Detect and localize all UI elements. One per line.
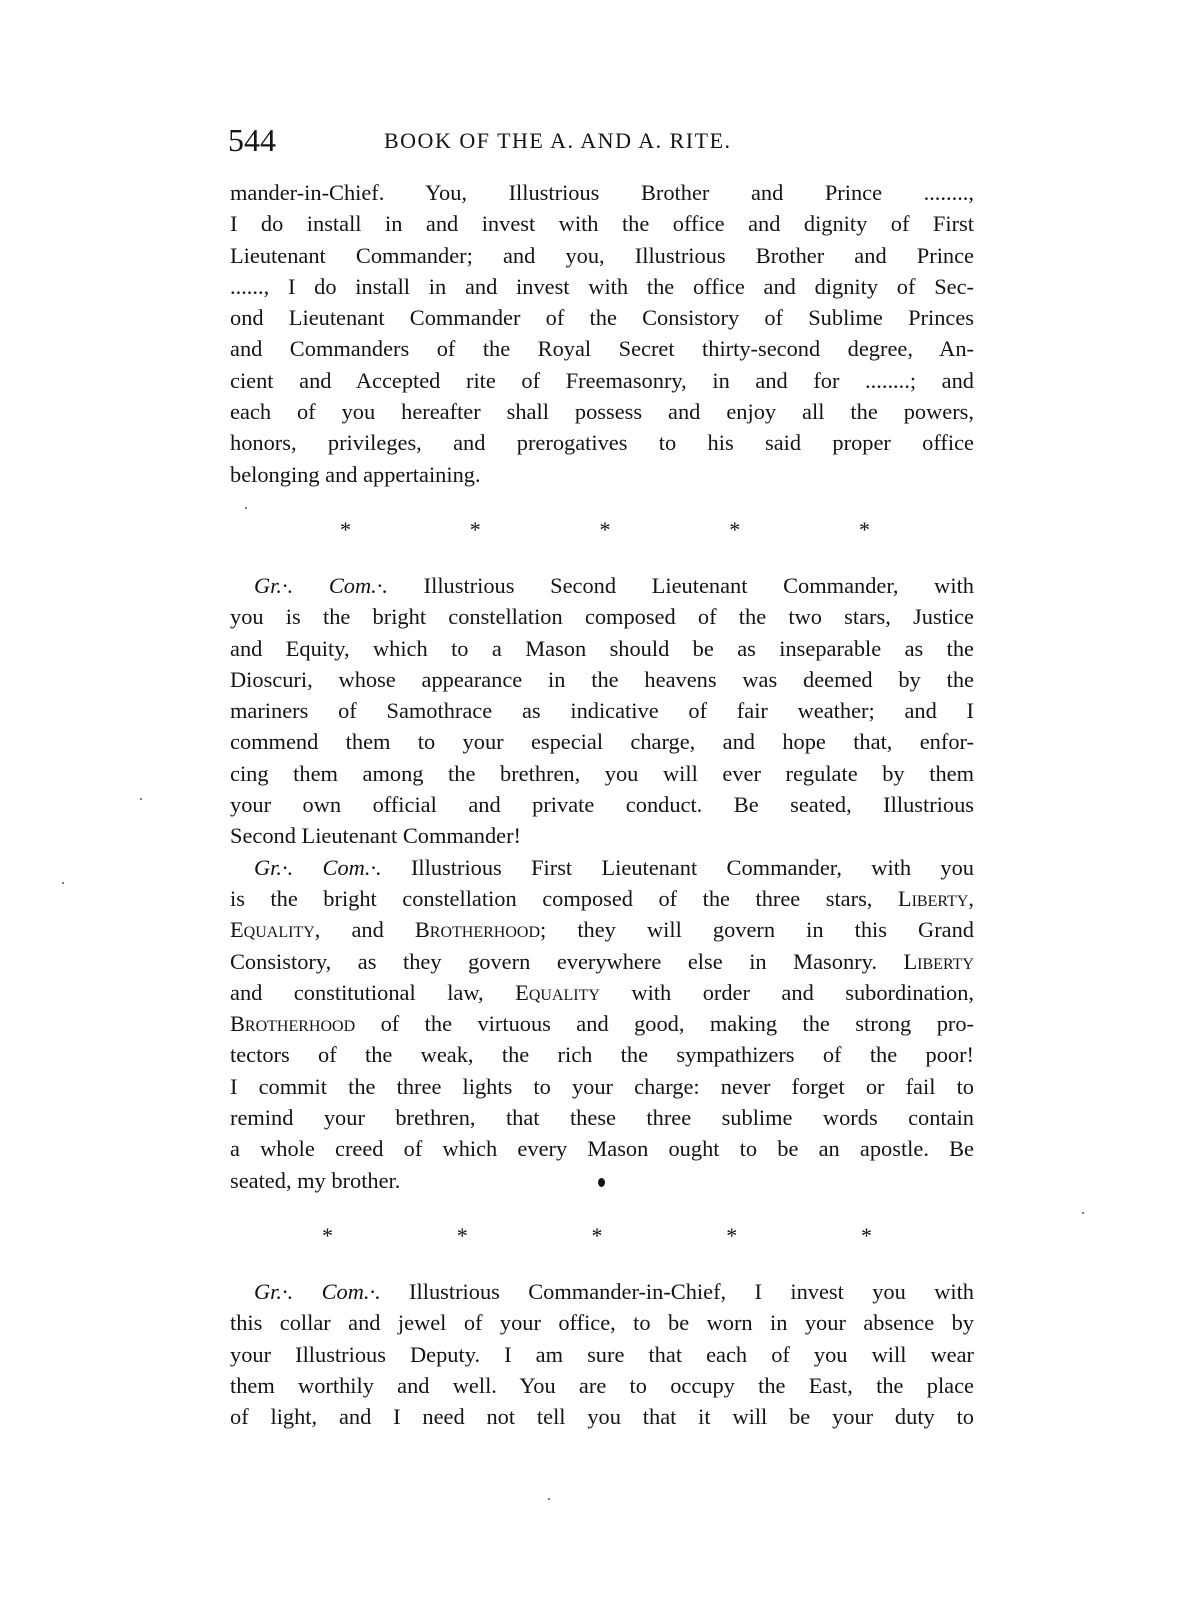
text-segment: Illustrious Commander-in-Chief, I invest you with [380, 1278, 974, 1304]
separator-star: * [726, 1222, 738, 1248]
separator-star: * [456, 1222, 468, 1248]
text-line [230, 852, 974, 883]
running-head: BOOK OF THE A. AND A. RITE. [384, 128, 732, 153]
text-line: cient and Accepted rite of Freemasonry, in and for ........; and [230, 367, 974, 393]
text-line: I do install in and invest with the office and dignity of First [230, 211, 974, 237]
text-line: this collar and jewel of your office, to be worn in your absence by [230, 1310, 974, 1336]
page-number: 544 [228, 122, 276, 158]
body-text [230, 177, 974, 1432]
text-segment: of the virtuous and good, making the strong pro- [355, 1011, 974, 1037]
text-line [230, 1008, 974, 1039]
text-line: a whole creed of which every Mason ought to be an apostle. Be [230, 1136, 974, 1162]
text-segment: , and [314, 917, 415, 943]
paragraph-installation [230, 177, 974, 490]
page-header [228, 120, 988, 160]
text-line [230, 1276, 974, 1307]
text-line: Dioscuri, whose appearance in the heavens was deemed by the [230, 666, 974, 692]
separator-star: * [861, 1222, 872, 1248]
text-segment: is the bright constellation composed of the three stars, [230, 885, 898, 911]
text-line [230, 914, 974, 945]
text-line: of light, and I need not tell you that it will be your duty to [230, 1404, 974, 1430]
text-segment: and constitutional law, [230, 979, 516, 1005]
text-segment: Consistory, as they govern everywhere else in Masonry. [230, 948, 904, 974]
text-segment: Illustrious First Lieutenant Commander, with you [381, 854, 974, 880]
term-equality: Equality [515, 979, 600, 1005]
text-line: seated, my brother. [230, 1167, 401, 1193]
term-brotherhood: Brotherhood [230, 1011, 356, 1037]
text-line: tectors of the weak, the rich the sympathizers of the poor! [230, 1042, 974, 1068]
separator-star: * [340, 516, 351, 542]
separator-star: * [322, 1222, 333, 1248]
term-liberty: Liberty [897, 885, 969, 911]
text-line: them worthily and well. You are to occupy the East, the place [230, 1372, 974, 1398]
text-line [230, 883, 974, 914]
asterisk-separator [322, 1196, 872, 1276]
separator-star: * [469, 516, 481, 542]
term-liberty: Liberty [903, 948, 974, 974]
paragraph-second-lieutenant [230, 570, 974, 852]
asterisk-separator [340, 490, 870, 570]
paragraph-first-lieutenant [230, 852, 974, 1196]
text-line: and Commanders of the Royal Secret thirty-second degree, An- [230, 336, 974, 362]
text-segment: , [968, 885, 974, 911]
paragraph-commander-in-chief [230, 1276, 974, 1432]
term-equality: Equality [230, 917, 315, 943]
text-line: and Equity, which to a Mason should be as inseparable as the [230, 635, 974, 661]
text-segment: with order and subordination, [599, 979, 974, 1005]
scan-speck [245, 507, 247, 509]
text-line: ......, I do install in and invest with the office and dignity of Sec- [230, 273, 974, 299]
text-line: your Illustrious Deputy. I am sure that each of you will wear [230, 1341, 974, 1367]
text-line: ond Lieutenant Commander of the Consistory of Sublime Princes [230, 305, 974, 331]
text-line: Second Lieutenant Commander! [230, 823, 521, 849]
text-segment: Illustrious Second Lieutenant Commander, with [387, 572, 974, 598]
separator-star: * [859, 516, 870, 542]
scan-speck [548, 1498, 550, 1500]
separator-star: * [729, 516, 741, 542]
separator-star: * [599, 516, 611, 542]
text-line: each of you hereafter shall possess and enjoy all the powers, [230, 399, 974, 425]
text-line [230, 946, 974, 977]
term-brotherhood: Brotherhood [414, 917, 541, 943]
text-line: your own official and private conduct. Be seated, Illustrious [230, 792, 974, 818]
text-line: honors, privileges, and prerogatives to his said proper office [230, 430, 974, 456]
text-line [230, 570, 974, 601]
text-line: belonging and appertaining. [230, 461, 481, 487]
text-line: mander-in-Chief. You, Illustrious Brother and Prince ........, [230, 180, 974, 205]
text-line: I commit the three lights to your charge: never forget or fail to [230, 1073, 974, 1099]
text-line [230, 977, 974, 1008]
text-line: Lieutenant Commander; and you, Illustrious Brother and Prince [230, 242, 974, 268]
text-line: remind your brethren, that these three sublime words contain [230, 1105, 974, 1131]
speaker-label: Gr.·. Com.·. [254, 1278, 381, 1304]
text-line: you is the bright constellation composed of the two stars, Justice [230, 604, 974, 630]
speaker-label: Gr.·. Com.·. [254, 572, 388, 598]
text-line: cing them among the brethren, you will ever regulate by them [230, 760, 974, 786]
text-line: mariners of Samothrace as indicative of fair weather; and I [230, 698, 974, 724]
ink-blot [598, 1178, 605, 1187]
speaker-label: Gr.·. Com.·. [254, 854, 382, 880]
separator-star: * [591, 1222, 603, 1248]
scan-speck [62, 882, 64, 884]
scan-speck [140, 798, 142, 800]
text-segment: ; they will govern in this Grand [540, 917, 974, 943]
text-line: commend them to your especial charge, and hope that, enfor- [230, 729, 974, 755]
scan-speck [1082, 1212, 1084, 1214]
